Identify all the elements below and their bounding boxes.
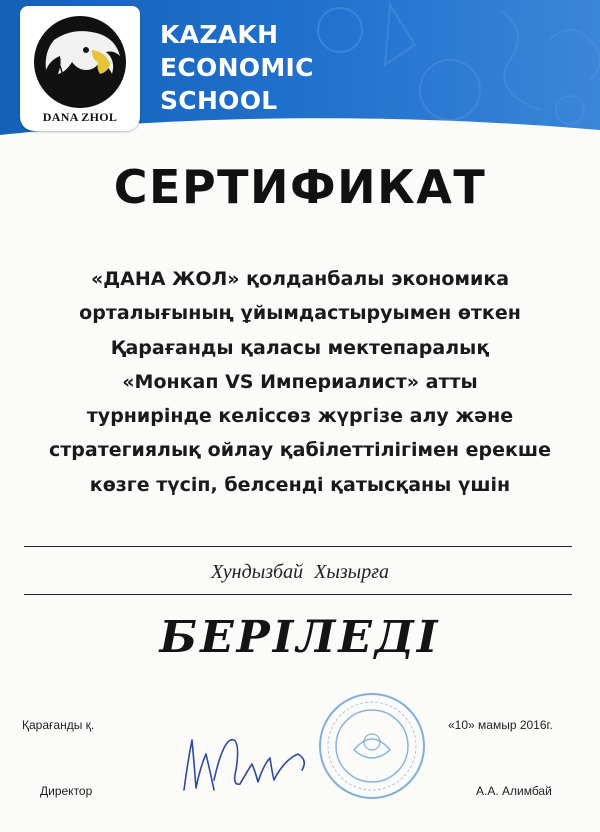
- body-line: Қарағанды қаласы мектепаралық: [110, 336, 490, 359]
- certificate-title: СЕРТИФИКАТ: [113, 160, 487, 214]
- director-name: А.А. Алимбай: [476, 784, 552, 798]
- body-line: стратегиялық ойлау қабілеттілігімен ерекше: [49, 439, 551, 462]
- body-line: орталығының ұйымдастыруымен өткен: [79, 302, 521, 325]
- school-name-line: KAZAKH: [160, 20, 279, 49]
- body-line: «Монкап VS Империалист» атты: [122, 370, 478, 393]
- school-name-line: ECONOMIC: [160, 53, 314, 82]
- issue-date: «10» мамыр 2016г.: [448, 718, 553, 732]
- city-label: Қарағанды қ.: [22, 718, 95, 732]
- divider-line: [24, 546, 572, 547]
- body-line: турнирінде келіссөз жүргізе алу және: [86, 405, 514, 428]
- director-signature: [172, 730, 342, 810]
- logo-caption: DANA ZHOL: [42, 110, 118, 124]
- recipient-name: Хундызбай Хызырға: [210, 561, 390, 583]
- school-name: [160, 18, 314, 117]
- body-line: көзге түсіп, белсенді қатысқаны үшін: [89, 473, 511, 496]
- dana-zhol-logo: [20, 6, 140, 131]
- eagle-icon: [24, 10, 136, 110]
- divider-line: [24, 594, 572, 595]
- director-title: Директор: [40, 784, 93, 798]
- certificate-body: [40, 262, 560, 502]
- body-line: «ДАНА ЖОЛ» қолданбалы экономика: [90, 268, 510, 290]
- awarded-heading: БЕРІЛЕДІ: [159, 612, 441, 663]
- school-name-line: SCHOOL: [160, 86, 278, 115]
